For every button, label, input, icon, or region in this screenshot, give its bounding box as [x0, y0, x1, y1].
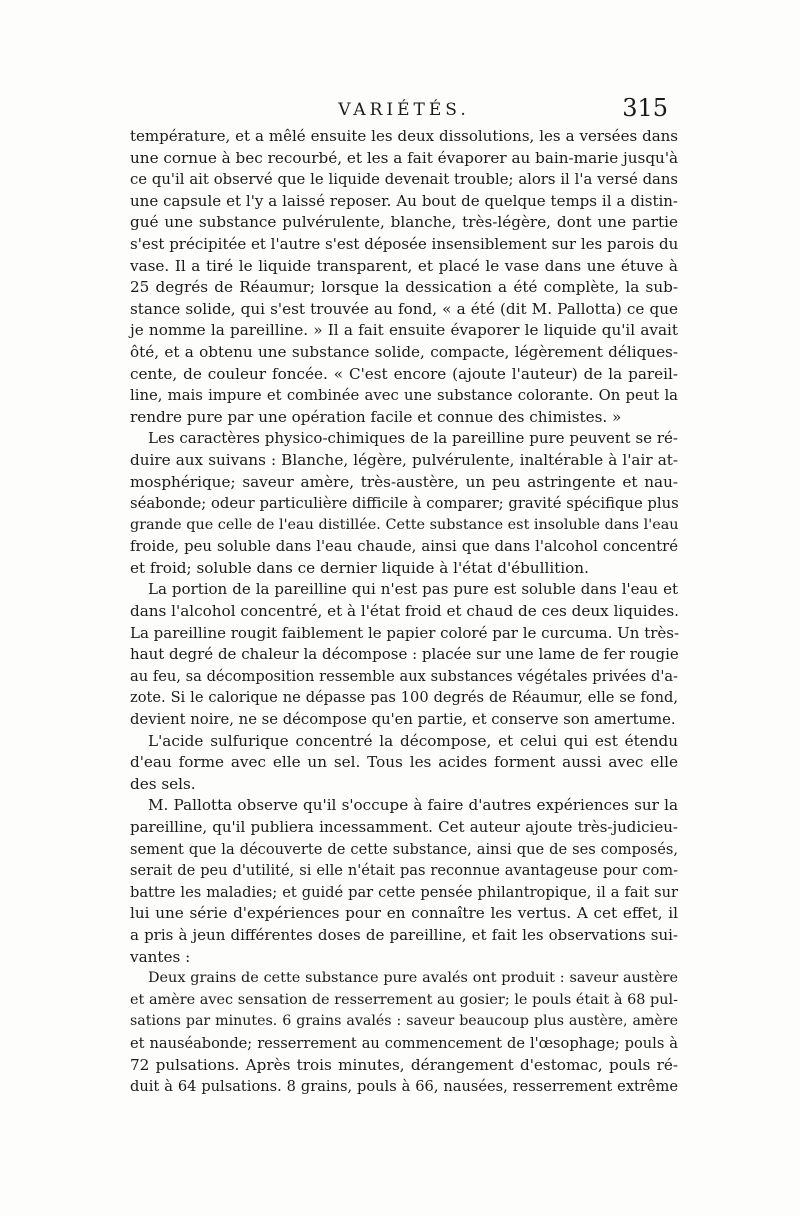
text-line: je nomme la pareilline. » Il a fait ensuite évaporer le liquide qu'il avait — [130, 321, 678, 340]
text-line: ce qu'il ait observé que le liquide devenait trouble; alors il l'a versé dans — [130, 171, 678, 189]
text-line: grande que celle de l'eau distillée. Cette substance est insoluble dans l'eau — [130, 516, 679, 533]
text-line: des sels. — [130, 774, 196, 793]
text-line: s'est précipitée et l'autre s'est déposée insensiblement sur les parois du — [130, 234, 679, 253]
text-line: sations par minutes. 6 grains avalés : saveur beaucoup plus austère, amère — [130, 1013, 678, 1030]
text-line: haut degré de chaleur la décompose : placée sur une lame de fer rougie — [130, 645, 679, 664]
text-line: a pris à jeun différentes doses de pareilline, et fait les observations sui- — [130, 925, 678, 944]
text-line: duit à 64 pulsations. 8 grains, pouls à 66, nausées, resserrement extrême — [130, 1078, 678, 1096]
text-line: duire aux suivans : Blanche, légère, pulvérulente, inaltérable à l'air at- — [130, 450, 678, 469]
text-line: séabonde; odeur particulière difficile à comparer; gravité spécifique plus — [130, 495, 679, 513]
paragraph-start-line: L'acide sulfurique concentré la décompose, et celui qui est étendu — [148, 731, 678, 750]
text-line: pareilline, qu'il publiera incessamment. Cet auteur ajoute très-judicieu- — [130, 818, 678, 836]
text-line: rendre pure par une opération facile et connue des chimistes. » — [130, 407, 622, 426]
text-line: une cornue à bec recourbé, et les a fait évaporer au bain-marie jusqu'à — [130, 148, 679, 167]
paragraph-start-line: Les caractères physico-chimiques de la pareilline pure peuvent se ré- — [148, 429, 678, 448]
text-line: line, mais impure et combinée avec une substance colorante. On peut la — [130, 387, 678, 405]
text-line: La pareilline rougit faiblement le papier coloré par le curcuma. Un très- — [130, 623, 680, 642]
text-line: température, et a mêlé ensuite les deux dissolutions, les a versées dans — [130, 127, 678, 145]
paragraph-start-line: Deux grains de cette substance pure avalés ont produit : saveur austère — [148, 970, 678, 987]
text-line: vantes : — [130, 947, 191, 966]
text-line: au feu, sa décomposition ressemble aux substances végétales privées d'a- — [130, 667, 678, 685]
text-line: froide, peu soluble dans l'eau chaude, ainsi que dans l'alcohol concentré — [130, 538, 678, 556]
text-line: et nauséabonde; resserrement au commencement de l'œsophage; pouls à — [130, 1034, 678, 1052]
text-line: gué une substance pulvérulente, blanche, très-légère, dont une partie — [130, 213, 678, 232]
text-line: ôté, et a obtenu une substance solide, compacte, légèrement déliques- — [130, 342, 678, 361]
text-line: et froid; soluble dans ce dernier liquide à l'état d'ébullition. — [130, 558, 589, 577]
text-line: mosphérique; saveur amère, très-austère, un peu astringente et nau- — [130, 472, 678, 491]
paragraph-start-line: La portion de la pareilline qui n'est pas pure est soluble dans l'eau et — [148, 580, 678, 599]
text-line: battre les maladies; et guidé par cette pensée philantropique, il a fait sur — [130, 883, 678, 901]
body-text — [130, 126, 678, 1098]
text-line: vase. Il a tiré le liquide transparent, et placé le vase dans une étuve à — [130, 256, 678, 275]
text-line: stance solide, qui s'est trouvée au fond, « a été (dit M. Pallotta) ce que — [130, 299, 678, 318]
text-line: dans l'alcohol concentré, et à l'état froid et chaud de ces deux liquides. — [130, 602, 679, 621]
text-line: serait de peu d'utilité, si elle n'était pas reconnue avantageuse pour com- — [130, 862, 678, 880]
text-line: sement que la découverte de cette substance, ainsi que de ses composés, — [130, 840, 678, 858]
text-line: et amère avec sensation de resserrement au gosier; le pouls était à 68 pul- — [130, 991, 678, 1008]
text-line: d'eau forme avec elle un sel. Tous les acides forment aussi avec elle — [130, 753, 678, 772]
text-line: cente, de couleur foncée. « C'est encore (ajoute l'auteur) de la pareil- — [130, 364, 678, 383]
text-line: 25 degrés de Réaumur; lorsque la dessication a été complète, la sub- — [130, 278, 678, 297]
page-header — [130, 94, 678, 128]
text-line: 72 pulsations. Après trois minutes, dérangement d'estomac, pouls ré- — [130, 1055, 678, 1074]
text-line: une capsule et l'y a laissé reposer. Au bout de quelque temps il a distin- — [130, 191, 678, 210]
text-line: devient noire, ne se décompose qu'en partie, et conserve son amertume. — [130, 711, 676, 729]
running-title: VARIÉTÉS. — [338, 100, 470, 120]
page-number: 315 — [622, 94, 668, 122]
paragraph-start-line: M. Pallotta observe qu'il s'occupe à faire d'autres expériences sur la — [148, 796, 678, 815]
text-line: lui une série d'expériences pour en connaître les vertus. A cet effet, il — [130, 904, 678, 923]
text-line: zote. Si le calorique ne dépasse pas 100 degrés de Réaumur, elle se fond, — [130, 689, 678, 707]
